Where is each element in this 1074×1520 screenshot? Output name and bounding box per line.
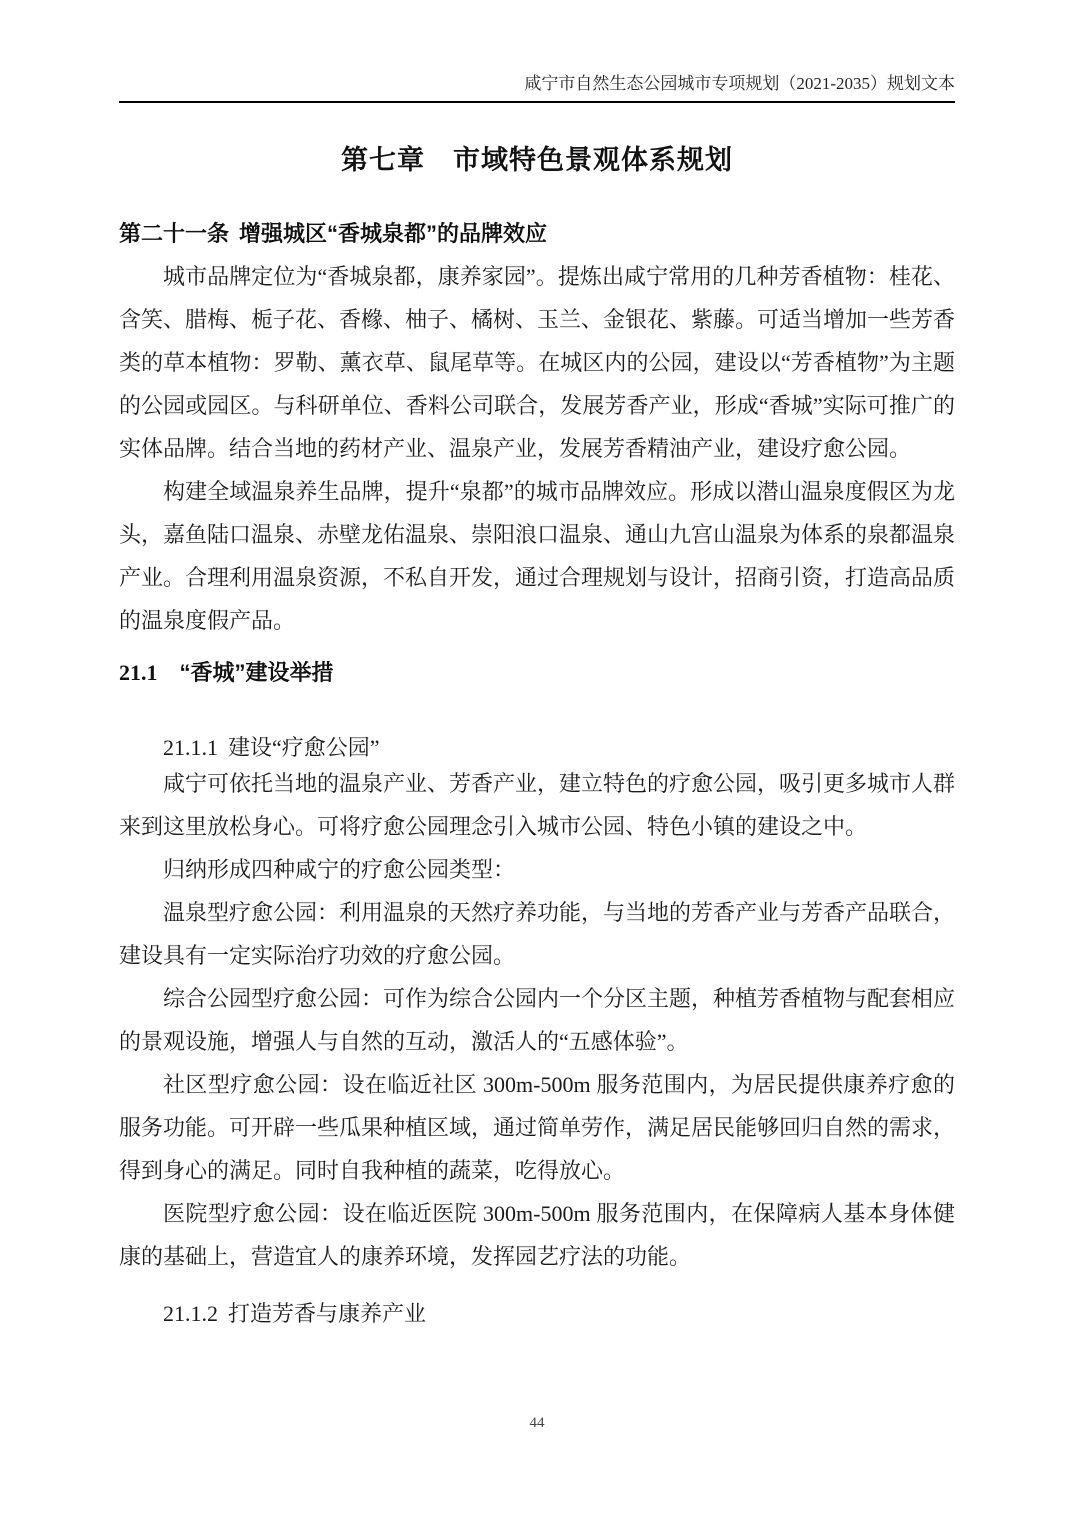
page-footer <box>0 1415 1074 1432</box>
page-number: 44 <box>529 1415 545 1431</box>
paragraph: 咸宁可依托当地的温泉产业、芳香产业，建立特色的疗愈公园，吸引更多城市人群来到这里放松身心。可将疗愈公园理念引入城市公园、特色小镇的建设之中。 <box>119 771 956 839</box>
article-title: 增强城区“香城泉都”的品牌效应 <box>239 221 548 246</box>
subsection-title: 打造芳香与康养产业 <box>228 1301 427 1326</box>
chapter-title: 第七章 市域特色景观体系规划 <box>341 145 733 175</box>
article-heading <box>119 219 955 249</box>
article-number-label: 第二十一条 <box>119 221 230 246</box>
section-title: “香城”建设举措 <box>179 660 334 685</box>
paragraph: 归纳形成四种咸宁的疗愈公园类型： <box>163 857 516 882</box>
paragraph: 综合公园型疗愈公园：可作为综合公园内一个分区主题，种植芳香植物与配套相应的景观设施，增强人与自然的互动，激活人的“五感体验”。 <box>119 986 956 1054</box>
subsection-number: 21.1.2 <box>163 1301 218 1326</box>
page-header <box>119 0 955 103</box>
subsection-heading <box>119 1300 955 1328</box>
subsection-title: 建设“疗愈公园” <box>228 735 380 760</box>
subsection-number: 21.1.1 <box>163 735 218 760</box>
header-title: 咸宁市自然生态公园城市专项规划（2021-2035）规划文本 <box>524 74 955 93</box>
section-number: 21.1 <box>119 660 158 685</box>
subsection-heading <box>119 734 955 762</box>
paragraph: 温泉型疗愈公园：利用温泉的天然疗养功能，与当地的芳香产业与芳香产品联合，建设具有一定实际治疗功效的疗愈公园。 <box>119 900 956 968</box>
paragraph: 社区型疗愈公园：设在临近社区 300m-500m 服务范围内，为居民提供康养疗愈的服务功能。可开辟一些瓜果种植区域，通过简单劳作，满足居民能够回归自然的需求，得到身心的满足。同时自我种植的蔬菜，吃得放心。 <box>119 1072 956 1183</box>
paragraph: 城市品牌定位为“香城泉都，康养家园”。提炼出咸宁常用的几种芳香植物：桂花、含笑、腊梅、栀子花、香橼、柚子、橘树、玉兰、金银花、紫藤。可适当增加一些芳香类的草本植物：罗勒、薰衣草、鼠尾草等。在城区内的公园，建设以“芳香植物”为主题的公园或园区。与科研单位、香料公司联合，发展芳香产业，形成“香城”实际可推广的实体品牌。结合当地的药材产业、温泉产业，发展芳香精油产业，建设疗愈公园。 <box>119 264 956 461</box>
paragraph: 医院型疗愈公园：设在临近医院 300m-500m 服务范围内，在保障病人基本身体健康的基础上，营造宜人的康养环境，发挥园艺疗法的功能。 <box>119 1201 955 1269</box>
paragraph: 构建全域温泉养生品牌，提升“泉都”的城市品牌效应。形成以潜山温泉度假区为龙头，嘉鱼陆口温泉、赤壁龙佑温泉、崇阳浪口温泉、通山九宫山温泉为体系的泉都温泉产业。合理利用温泉资源，不私自开发，通过合理规划与设计，招商引资，打造高品质的温泉度假产品。 <box>119 479 956 633</box>
section-heading <box>119 658 955 688</box>
